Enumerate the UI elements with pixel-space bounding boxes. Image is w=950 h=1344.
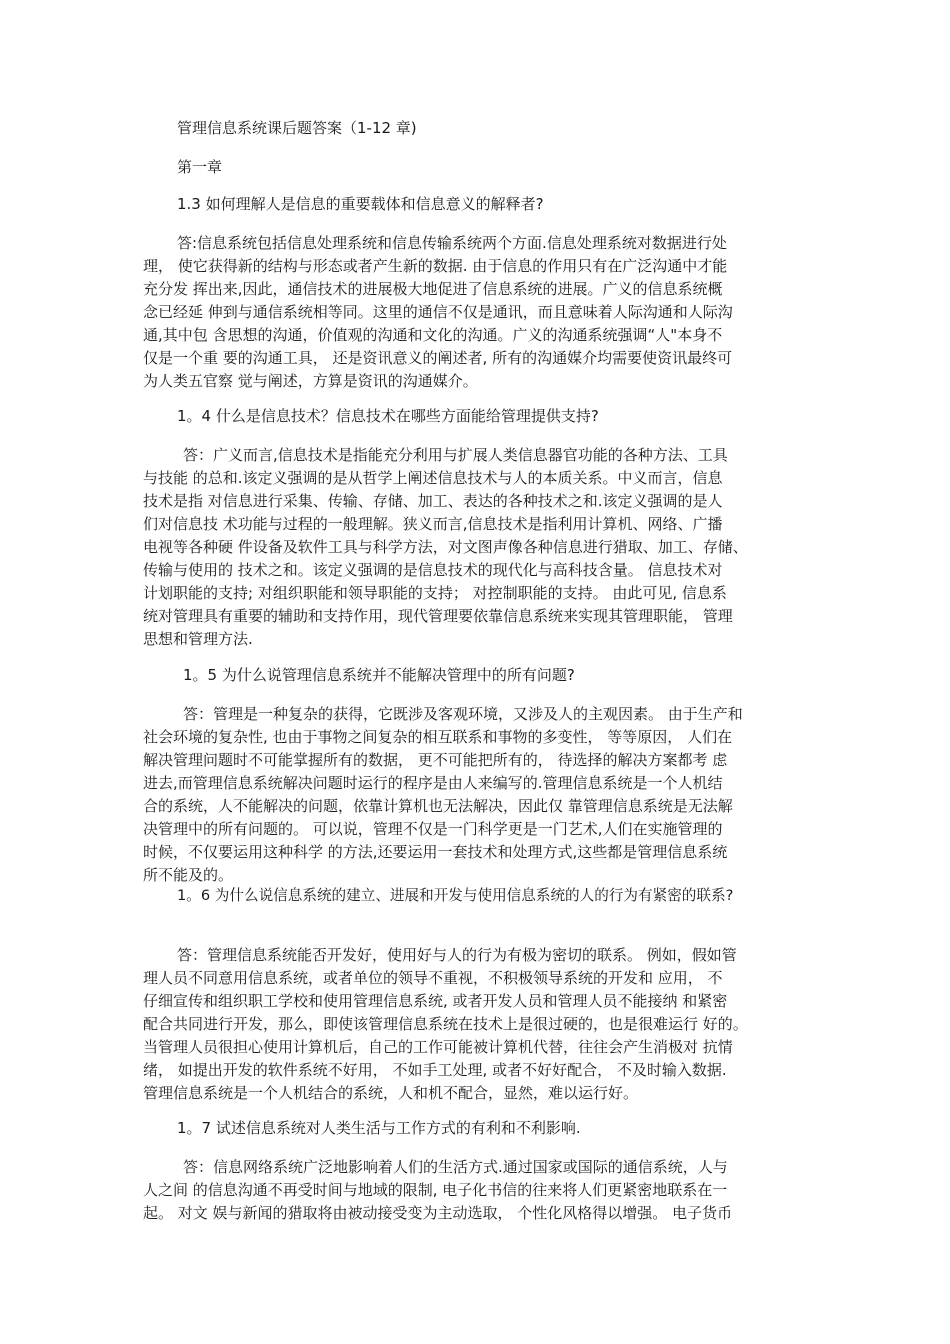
answer-line: 时候，不仅要运用这种科学 的方法,还要运用一套技术和处理方式,这些都是管理信息系统 [143,843,728,861]
answer-line: 充分发 挥出来,因此，通信技术的进展极大地促进了信息系统的进展。广义的信息系统概 [143,280,723,298]
question-1-4: 1。4 什么是信息技术？信息技术在哪些方面能给管理提供支持? [177,407,599,425]
answer-line: 答：管理是一种复杂的获得，它既涉及客观环境，又涉及人的主观因素。 由于生产和 [183,705,743,723]
answer-line: 起。 对文 娱与新闻的猎取将由被动接受变为主动选取， 个性化风格得以增强。 电子货币 [143,1204,733,1222]
chapter-heading: 第一章 [177,158,223,176]
question-1-7: 1。7 试述信息系统对人类生活与工作方式的有利和不利影响. [177,1119,581,1137]
question-1-5: 1。5 为什么说管理信息系统并不能解决管理中的所有问题? [183,666,575,684]
answer-line: 仅是一个重 要的沟通工具， 还是资讯意义的阐述者, 所有的沟通媒介均需要使资讯最终可 [143,349,733,367]
answer-line: 解决管理问题时不可能掌握所有的数据， 更不可能把所有的， 待选择的解决方案都考 虑 [143,751,728,769]
answer-line: 配合共同进行开发，那么，即使该管理信息系统在技术上是很过硬的，也是很难运行 好的。 [143,1015,748,1033]
answer-line: 传输与使用的 技术之和。该定义强调的是信息技术的现代化与高科技含量。 信息技术对 [143,561,723,579]
answer-line: 理， 使它获得新的结构与形态或者产生新的数据. 由于信息的作用只有在广泛沟通中才能 [143,257,728,275]
answer-line: 为人类五官察 觉与阐述，方算是资讯的沟通媒介。 [143,372,478,390]
answer-line: 管理信息系统是一个人机结合的系统，人和机不配合，显然，难以运行好。 [143,1084,639,1102]
question-1-6: 1。6 为什么说信息系统的建立、进展和开发与使用信息系统的人的行为有紧密的联系? [177,887,734,904]
answer-line: 答:信息系统包括信息处理系统和信息传输系统两个方面.信息处理系统对数据进行处 [177,234,727,252]
answer-line: 答：广义而言,信息技术是指能充分利用与扩展人类信息器官功能的各种方法、工具 [183,446,728,464]
answer-line: 决管理中的所有问题的。 可以说，管理不仅是一门科学更是一门艺术,人们在实施管理的 [143,820,723,838]
answer-line: 答：管理信息系统能否开发好，使用好与人的行为有极为密切的联系。 例如，假如管 [177,946,737,964]
answer-line: 人之间 的信息沟通不再受时间与地域的限制, 电子化书信的往来将人们更紧密地联系在一 [143,1181,728,1199]
answer-line: 答：信息网络系统广泛地影响着人们的生活方式.通过国家或国际的通信系统，人与 [183,1158,728,1176]
answer-line: 思想和管理方法. [143,630,253,648]
answer-line: 所不能及的。 [143,866,234,884]
answer-line: 社会环境的复杂性, 也由于事物之间复杂的相互联系和事物的多变性， 等等原因， 人们在 [143,728,733,746]
answer-line: 绪， 如提出开发的软件系统不好用， 不如手工处理, 或者不好好配合， 不及时输入数据. [143,1061,727,1079]
answer-line: 当管理人员很担心使用计算机后，自己的工作可能被计算机代替，往往会产生消极对 抗情 [143,1038,733,1056]
answer-line: 们对信息技 术功能与过程的一般理解。狭义而言,信息技术是指利用计算机、网络、广播 [143,515,723,533]
answer-line: 与技能 的总和.该定义强调的是从哲学上阐述信息技术与人的本质关系。中义而言，信息 [143,469,723,487]
answer-line: 电视等各种硬 件设备及软件工具与科学方法，对文图声像各种信息进行猎取、加工、存储、 [143,538,748,556]
answer-line: 统对管理具有重要的辅助和支持作用，现代管理要依靠信息系统来实现其管理职能， 管理 [143,607,733,625]
answer-line: 技术是指 对信息进行采集、传输、存储、加工、表达的各种技术之和.该定义强调的是人 [143,492,723,510]
answer-line: 计划职能的支持; 对组织职能和领导职能的支持； 对控制职能的支持。 由此可见, 信息系 [143,584,727,602]
answer-line: 念已经延 伸到与通信系统相等同。这里的通信不仅是通讯，而且意味着人际沟通和人际沟 [143,303,733,321]
question-1-3: 1.3 如何理解人是信息的重要载体和信息意义的解释者? [177,195,544,213]
answer-line: 理人员不同意用信息系统，或者单位的领导不重视，不积极领导系统的开发和 应用， 不 [143,969,723,987]
answer-line: 通,其中包 含思想的沟通，价值观的沟通和文化的沟通。广义的沟通系统强调“人"本身不 [143,326,723,344]
document-title: 管理信息系统课后题答案（1-12 章) [177,119,417,137]
answer-line: 合的系统，人不能解决的问题，依靠计算机也无法解决，因此仅 靠管理信息系统是无法解 [143,797,733,815]
answer-line: 仔细宣传和组织职工学校和使用管理信息系统, 或者开发人员和管理人员不能接纳 和紧密 [143,992,728,1010]
answer-line: 进去,而管理信息系统解决问题时运行的程序是由人来编写的.管理信息系统是一个人机结 [143,774,723,792]
